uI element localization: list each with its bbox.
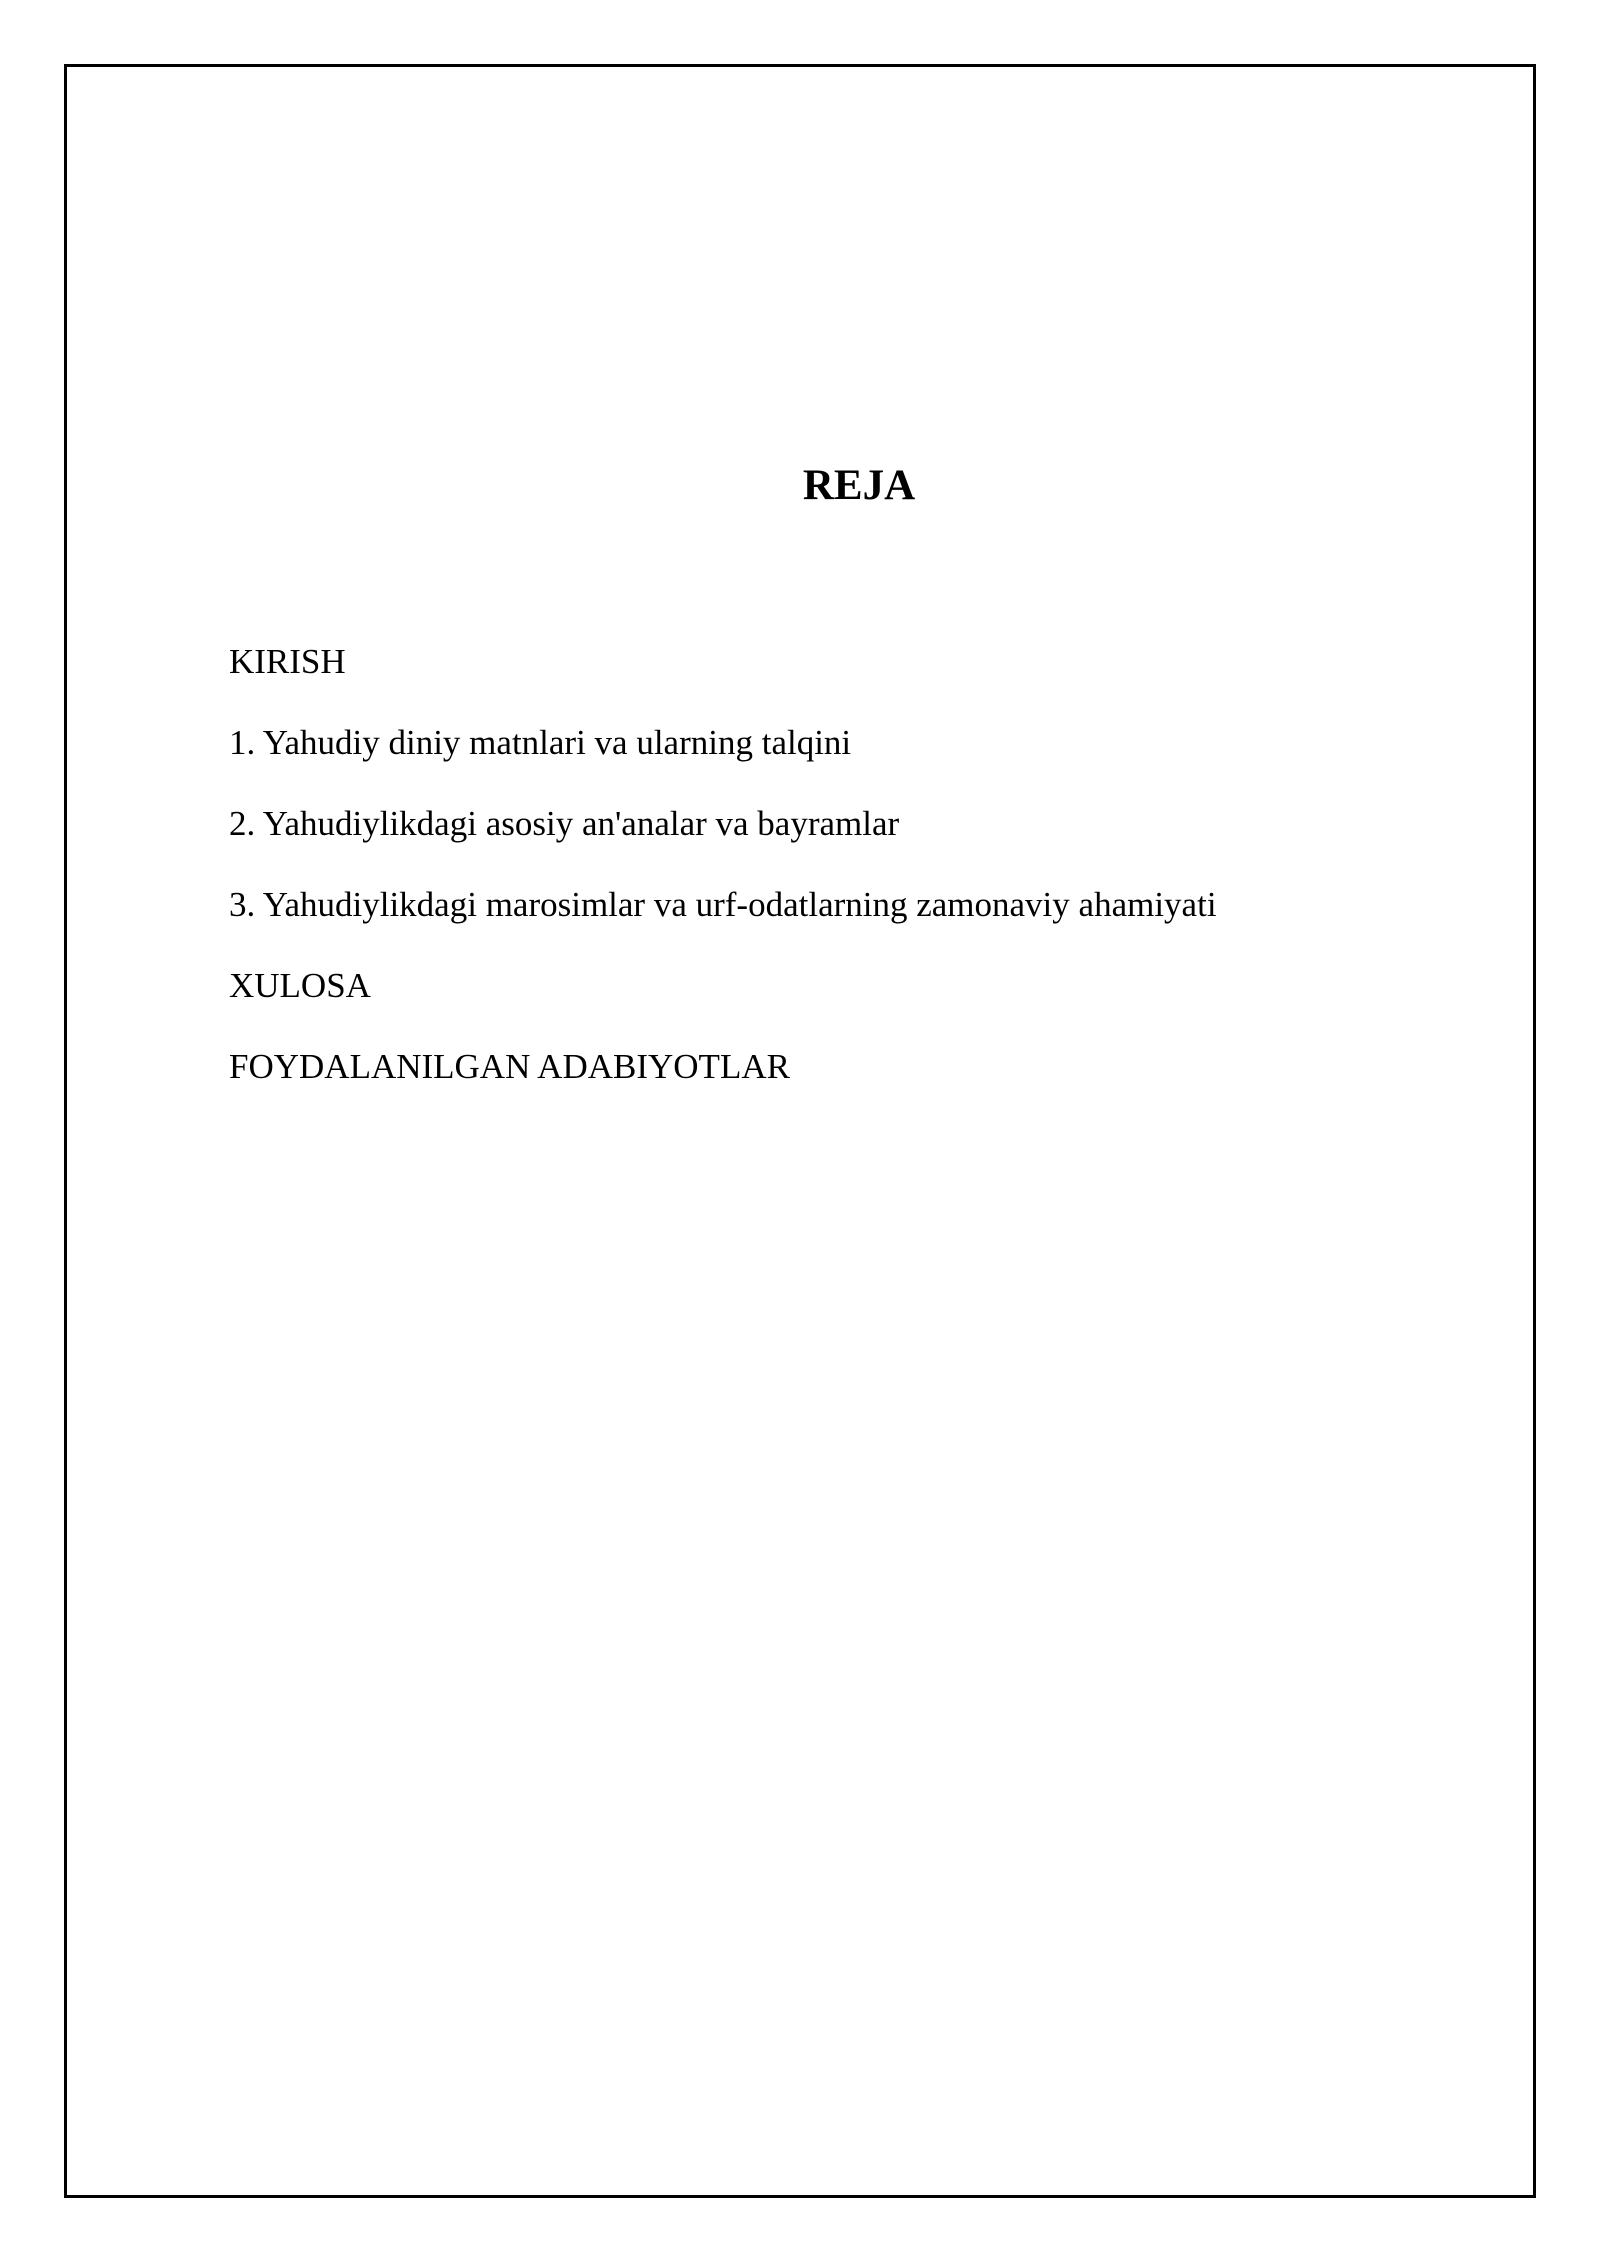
toc-item-references: FOYDALANILGAN ADABIYOTLAR	[229, 1047, 790, 1086]
toc-item-conclusion: XULOSA	[229, 966, 371, 1005]
page-title: REJA	[802, 462, 916, 509]
table-of-contents	[229, 642, 1217, 1128]
toc-item-introduction: KIRISH	[229, 642, 346, 681]
toc-item-section-2: 2. Yahudiylikdagi asosiy an'analar va bayramlar	[229, 804, 900, 843]
toc-item-section-1: 1. Yahudiy diniy matnlari va ularning talqini	[229, 723, 852, 762]
toc-item-section-3: 3. Yahudiylikdagi marosimlar va urf-odatlarning zamonaviy ahamiyati	[229, 885, 1217, 924]
page-border	[64, 64, 1536, 2198]
